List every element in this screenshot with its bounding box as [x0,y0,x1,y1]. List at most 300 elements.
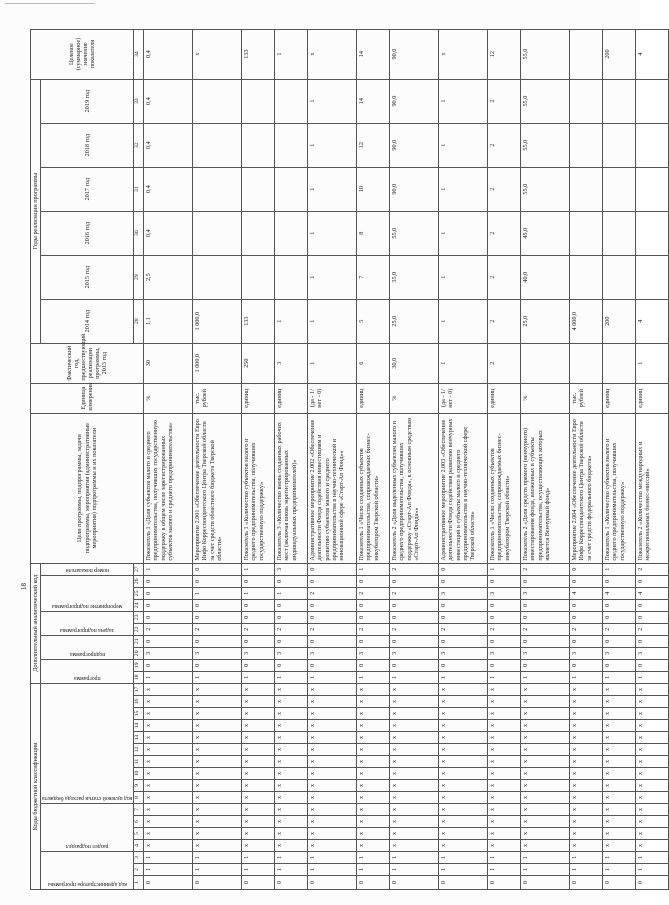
unit-cell: единиц [242,383,275,413]
budget-code-cell: x [193,768,242,780]
col-index: 21 [134,635,144,647]
budget-code-cell: x [390,683,439,695]
analytic-code-cell: 1 [144,563,193,575]
analytic-code-cell: 3 [570,647,603,659]
year-2018: 2018 год [41,123,134,167]
budget-code-cell: 0 [275,876,308,890]
final-value-cell: 12 [488,29,521,79]
budget-code-cell: x [193,732,242,744]
col-index: 6 [134,816,144,828]
fact-cell [521,343,570,383]
col-index: 14 [134,720,144,732]
col-index: 17 [134,683,144,695]
year-value-cell [193,79,242,123]
year-value-cell [603,255,636,299]
final-value-cell: x [439,29,488,79]
analytic-code-cell: 0 [570,635,603,647]
budget-code-cell: x [242,840,275,852]
budget-code-cell: 1 [603,852,636,864]
header-final: Целевое (суммарное) значение показателя [31,29,134,79]
col-index: 27 [134,563,144,575]
col-index: 30 [134,211,144,255]
analytic-code-cell: 3 [521,647,570,659]
budget-code-cell: x [603,792,636,804]
analytic-code-cell: 0 [308,599,357,611]
budget-code-cell: x [275,840,308,852]
col-index: 19 [134,659,144,671]
year-value-cell: 12 [357,123,390,167]
budget-code-cell: x [570,696,603,708]
analytic-code-cell: 0 [144,611,193,623]
year-value-cell: 4 000,0 [570,299,603,343]
analytic-code-cell: 2 [570,623,603,635]
analytic-code-cell: 0 [636,659,669,671]
budget-code-cell: x [242,792,275,804]
year-value-cell: 0,4 [144,79,193,123]
budget-code-cell: x [357,744,390,756]
analytic-code-cell: 0 [242,611,275,623]
budget-code-cell: 1 [193,852,242,864]
col-index: 22 [134,623,144,635]
budget-code-cell: x [193,780,242,792]
budget-code-cell: x [521,683,570,695]
analytic-code-cell: 0 [390,659,439,671]
year-value-cell [636,211,669,255]
budget-code-cell: x [521,720,570,732]
analytic-code-cell: 0 [636,599,669,611]
year-value-cell: 2 [488,167,521,211]
year-value-cell: 1 [308,255,357,299]
budget-code-cell: 1 [521,864,570,876]
table-row [488,29,521,889]
budget-code-cell: 0 [357,876,390,890]
page-number: 18 [20,583,28,590]
table-row [357,29,390,889]
header-analytic-code: Дополнительный аналитический код [31,563,41,683]
budget-code-cell: x [570,732,603,744]
table-row [636,29,669,889]
budget-code-cell: 1 [275,864,308,876]
year-value-cell [570,79,603,123]
budget-code-cell: x [242,744,275,756]
analytic-code-cell: 0 [193,635,242,647]
budget-code-cell: x [603,732,636,744]
year-value-cell: 55,0 [390,211,439,255]
budget-code-cell: x [144,840,193,852]
year-value-cell: 55,0 [521,167,570,211]
analytic-code-cell: 3 [193,647,242,659]
analytic-code-cell: 3 [439,647,488,659]
year-value-cell: 1 [439,255,488,299]
budget-code-cell: 1 [357,864,390,876]
goal-text-cell: Показатель 1 «Количество субъектов малого и среднего предпринимательства, получивших государственную поддержку» [242,413,275,563]
budget-code-cell: x [193,683,242,695]
analytic-code-cell: 0 [144,587,193,599]
fact-cell: 6 [357,343,390,383]
analytic-code-cell: 0 [390,599,439,611]
budget-code-cell: x [357,816,390,828]
year-value-cell: 25,0 [390,299,439,343]
fact-cell [603,343,636,383]
budget-code-cell: x [193,720,242,732]
budget-code-cell: x [521,780,570,792]
budget-code-cell: x [521,744,570,756]
analytic-code-cell: 2 [439,623,488,635]
analytic-code-cell: 2 [242,623,275,635]
analytic-code-cell: 0 [275,659,308,671]
header-years: Годы реализации программы [31,79,41,343]
budget-code-cell: x [636,683,669,695]
col-index: 25 [134,587,144,599]
analytic-code-cell: 0 [242,635,275,647]
budget-code-cell: x [275,780,308,792]
budget-code-cell: x [636,708,669,720]
analytic-code-cell: 1 [439,671,488,683]
budget-code-cell: x [144,828,193,840]
analytic-code-cell: 2 [275,623,308,635]
final-value-cell: 90,0 [390,29,439,79]
budget-code-cell: 1 [636,864,669,876]
analytic-code-cell: 2 [357,587,390,599]
budget-code-cell: 1 [603,864,636,876]
budget-code-cell: x [242,696,275,708]
final-value-cell: 133 [242,29,275,79]
budget-code-cell: x [439,720,488,732]
budget-code-cell: 0 [603,876,636,890]
subheader-target-article: код целевой статьи расхода бюджета [42,795,133,801]
analytic-code-cell: 1 [242,671,275,683]
fact-cell: 1 000,0 [193,343,242,383]
budget-code-cell: x [390,792,439,804]
table-row [439,29,488,889]
budget-code-cell: x [275,708,308,720]
budget-code-cell: x [636,840,669,852]
col-index: 33 [134,79,144,123]
col-index: 24 [134,599,144,611]
analytic-code-cell: 0 [357,635,390,647]
analytic-code-cell: 0 [439,659,488,671]
year-value-cell [570,211,603,255]
year-2016: 2016 год [41,211,134,255]
budget-code-cell: x [521,816,570,828]
analytic-code-cell: 0 [521,611,570,623]
analytic-code-cell: 3 [390,647,439,659]
col-index: 16 [134,696,144,708]
analytic-code-cell: 0 [308,563,357,575]
budget-code-cell: x [193,816,242,828]
year-value-cell [242,211,275,255]
budget-code-cell: x [275,792,308,804]
budget-code-cell: x [144,804,193,816]
budget-code-cell: x [275,732,308,744]
analytic-code-cell: 2 [144,623,193,635]
year-value-cell [570,167,603,211]
budget-code-cell: x [357,768,390,780]
analytic-code-cell: 3 [439,587,488,599]
analytic-code-cell: 2 [308,587,357,599]
budget-code-cell: 0 [193,876,242,890]
unit-cell: % [521,383,570,413]
budget-code-cell: x [636,744,669,756]
program-table [30,29,669,890]
budget-code-cell: x [570,683,603,695]
col-index: 34 [134,29,144,79]
budget-code-cell: x [636,768,669,780]
analytic-code-cell: 0 [193,659,242,671]
year-value-cell [193,211,242,255]
budget-code-cell: x [488,792,521,804]
fact-cell: 3 [275,343,308,383]
analytic-code-cell: 1 [603,671,636,683]
budget-code-cell: x [308,744,357,756]
analytic-code-cell: 0 [636,635,669,647]
year-value-cell: 1 000,0 [193,299,242,343]
unit-cell: (да - 1/ нет - 0) [439,383,488,413]
analytic-code-cell: 2 [603,623,636,635]
unit-cell: единиц [603,383,636,413]
goal-text-cell: Показатель 2 «Доля выделенных субъектам малого и среднего предпринимательства, получивших поддержку «Старт-Ап Фонда», к основным средствам «Старт-Ап Фонда»» [390,413,439,563]
year-value-cell: 5 [357,299,390,343]
budget-code-cell: 1 [242,864,275,876]
year-value-cell: 133 [242,299,275,343]
budget-code-cell: x [439,683,488,695]
analytic-code-cell: 2 [636,623,669,635]
budget-code-cell: x [570,708,603,720]
table-body [144,29,669,889]
budget-code-cell: x [488,780,521,792]
budget-code-cell: 1 [390,852,439,864]
table-row [275,29,308,889]
budget-code-cell: x [603,780,636,792]
budget-code-cell: x [242,780,275,792]
year-value-cell [603,167,636,211]
analytic-code-cell: 0 [390,635,439,647]
budget-code-cell: x [439,708,488,720]
budget-code-cell: x [308,720,357,732]
subheader-program: программа [73,674,101,681]
analytic-code-cell: 0 [488,659,521,671]
budget-code-cell: x [357,732,390,744]
year-value-cell: 55,0 [521,123,570,167]
budget-code-cell: 1 [357,852,390,864]
analytic-code-cell: 0 [488,575,521,587]
budget-code-cell: x [603,804,636,816]
budget-code-cell: x [603,756,636,768]
subheader-admin: код администратора программы [47,881,127,887]
subheader-number: номер показателя [65,566,109,573]
budget-code-cell: x [390,840,439,852]
budget-code-cell: x [357,780,390,792]
analytic-code-cell: 0 [603,659,636,671]
analytic-code-cell: 2 [488,623,521,635]
goal-text-cell: Административное мероприятие 2.003 «Обеспечение деятельности Фонда содействия развитию венчурных инвестиций в субъекты малого и среднего предпринимательства в научно-технической сфере Тверской области» [439,413,488,563]
analytic-code-cell: 0 [603,599,636,611]
budget-code-cell: x [193,828,242,840]
year-value-cell [603,123,636,167]
analytic-code-cell: 0 [242,599,275,611]
analytic-code-cell: 0 [193,599,242,611]
budget-code-cell: 1 [570,864,603,876]
year-value-cell [242,79,275,123]
analytic-code-cell: 0 [439,611,488,623]
budget-code-cell: x [357,696,390,708]
year-value-cell [636,79,669,123]
table-row [144,29,193,889]
analytic-code-cell: 0 [357,599,390,611]
col-index: 23 [134,611,144,623]
year-value-cell [570,255,603,299]
budget-code-cell: 1 [144,852,193,864]
analytic-code-cell: 1 [570,671,603,683]
final-value-cell: 200 [603,29,636,79]
year-value-cell: 2 [488,255,521,299]
analytic-code-cell: 0 [603,575,636,587]
budget-code-cell: x [439,696,488,708]
year-value-cell: 2 [488,211,521,255]
analytic-code-cell: 1 [242,563,275,575]
budget-code-cell: x [144,768,193,780]
year-value-cell: 1 [308,79,357,123]
year-value-cell: 1 [275,299,308,343]
budget-code-cell: 0 [636,876,669,890]
budget-code-cell: x [603,768,636,780]
budget-code-cell: x [242,816,275,828]
goal-text-cell: Показатель 1 «Доля субъектов малого и среднего предпринимательства, получивших государственную поддержку в общем числе зарегистрированных субъектов малого и среднего предпринимательства» [144,413,193,563]
year-value-cell: 90,0 [390,167,439,211]
budget-code-cell: x [570,720,603,732]
year-value-cell [275,123,308,167]
year-2019: 2019 год [41,79,134,123]
analytic-code-cell: 0 [144,599,193,611]
year-value-cell: 1 [439,299,488,343]
budget-code-cell: 1 [390,864,439,876]
budget-code-cell: x [439,732,488,744]
analytic-code-cell: 4 [603,587,636,599]
analytic-code-cell: 2 [521,563,570,575]
year-value-cell: 1 [308,299,357,343]
year-value-cell: 90,0 [390,79,439,123]
year-value-cell: 0,4 [144,167,193,211]
budget-code-cell: x [521,840,570,852]
budget-code-cell: x [521,696,570,708]
budget-code-cell: x [275,816,308,828]
analytic-code-cell: 1 [636,671,669,683]
year-value-cell [275,79,308,123]
year-value-cell: 4 [636,299,669,343]
analytic-code-cell: 3 [144,647,193,659]
budget-code-cell: x [488,708,521,720]
budget-code-cell: x [193,744,242,756]
budget-code-cell: x [636,828,669,840]
budget-code-cell: x [521,792,570,804]
col-index: 18 [134,671,144,683]
budget-code-cell: x [193,708,242,720]
year-value-cell [242,167,275,211]
unit-cell: % [144,383,193,413]
analytic-code-cell: 0 [357,575,390,587]
budget-code-cell: x [357,708,390,720]
budget-code-cell: x [144,732,193,744]
budget-code-cell: 0 [439,876,488,890]
unit-cell: единиц [636,383,669,413]
analytic-code-cell: 2 [357,623,390,635]
year-value-cell: 1 [439,123,488,167]
year-value-cell: 1 [439,79,488,123]
year-value-cell: 35,0 [390,255,439,299]
budget-code-cell: x [308,804,357,816]
year-value-cell: 2 [488,123,521,167]
year-value-cell [275,167,308,211]
analytic-code-cell: 0 [521,659,570,671]
col-index: 8 [134,792,144,804]
budget-code-cell: x [636,780,669,792]
analytic-code-cell: 2 [390,587,439,599]
subheader-razdel: раздел подраздел [66,843,109,849]
year-value-cell: 1,1 [144,299,193,343]
budget-code-cell: x [570,756,603,768]
subheader-measure: мероприятие подпрограммы [52,602,123,609]
year-value-cell: 14 [357,79,390,123]
year-value-cell: 10 [357,167,390,211]
analytic-code-cell: 0 [357,659,390,671]
budget-code-cell: x [242,756,275,768]
table-row [603,29,636,889]
goal-text-cell: Мероприятие 2.001 «Обеспечение деятельности Евро Инфо Корреспондентского Центра Тверской области за счет средств областного бюджета Тверской области» [193,413,242,563]
budget-code-cell: x [193,696,242,708]
col-index: 5 [134,828,144,840]
budget-code-cell: x [144,683,193,695]
analytic-code-cell: 0 [439,635,488,647]
goal-text-cell: Показатель 1 «Количество субъектов малого и среднего предпринимательства, получивших государственную поддержку» [603,413,636,563]
budget-code-cell: x [390,732,439,744]
budget-code-cell: x [439,816,488,828]
col-index: 1 [134,876,144,890]
analytic-code-cell: 0 [521,575,570,587]
year-value-cell: 40,0 [521,255,570,299]
budget-code-cell: x [636,732,669,744]
budget-code-cell: x [603,696,636,708]
analytic-code-cell: 2 [390,563,439,575]
final-value-cell [570,29,603,79]
budget-code-cell: x [275,720,308,732]
year-value-cell: 1 [308,211,357,255]
analytic-code-cell: 1 [390,671,439,683]
analytic-code-cell: 2 [390,623,439,635]
year-value-cell: 0,4 [144,123,193,167]
budget-code-cell: x [308,683,357,695]
budget-code-cell: 1 [636,852,669,864]
year-value-cell: 2,5 [144,255,193,299]
col-index: 7 [134,804,144,816]
analytic-code-cell: 1 [144,671,193,683]
budget-code-cell: x [242,828,275,840]
budget-code-cell: x [308,756,357,768]
analytic-code-cell: 0 [488,599,521,611]
analytic-code-cell: 0 [242,575,275,587]
budget-code-cell: x [144,756,193,768]
col-index: 12 [134,744,144,756]
analytic-code-cell: 0 [570,659,603,671]
budget-code-cell: 1 [488,852,521,864]
year-value-cell: 200 [603,299,636,343]
year-value-cell [193,255,242,299]
goal-text-cell: Показатель 2 «Доля средств прямого (венчурного) инвестирования фонда, вложенных в субъекты предпринимательства, осуществляющих которых является Венчурный фонд» [521,413,570,563]
budget-code-cell: x [488,756,521,768]
budget-code-cell: x [390,804,439,816]
budget-code-cell: x [308,696,357,708]
budget-code-cell: x [357,828,390,840]
budget-code-cell: x [242,732,275,744]
